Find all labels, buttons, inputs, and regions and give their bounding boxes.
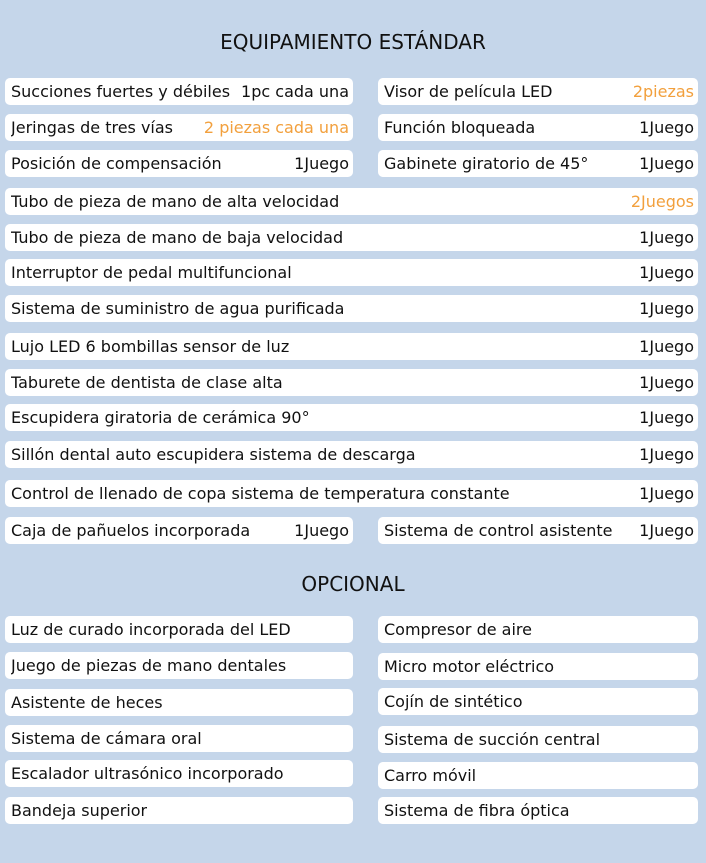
standard-item [5, 188, 698, 215]
standard-item [5, 480, 698, 507]
item-label: Lujo LED 6 bombillas sensor de luz [11, 337, 290, 356]
item-label: Juego de piezas de mano dentales [11, 656, 287, 675]
item-quantity: 2piezas [632, 82, 694, 101]
item-label: Sistema de succión central [384, 730, 601, 749]
optional-item [378, 653, 698, 680]
optional-item [5, 797, 353, 824]
item-label: Sistema de control asistente [384, 521, 613, 540]
standard-item [5, 404, 698, 431]
optional-item [5, 760, 353, 787]
optional-item [378, 726, 698, 753]
optional-item [5, 689, 353, 716]
item-label: Posición de compensación [11, 154, 222, 173]
item-quantity: 1Juego [639, 337, 694, 356]
item-label: Tubo de pieza de mano de baja velocidad [11, 228, 344, 247]
item-label: Tubo de pieza de mano de alta velocidad [11, 192, 340, 211]
standard-item [5, 333, 698, 360]
item-label: Sistema de suministro de agua purificada [11, 299, 345, 318]
optional-item [378, 616, 698, 643]
item-label: Bandeja superior [11, 801, 148, 820]
optional-item [5, 616, 353, 643]
item-label: Sistema de cámara oral [11, 729, 202, 748]
item-label: Taburete de dentista de clase alta [11, 373, 283, 392]
item-label: Compresor de aire [384, 620, 532, 639]
item-label: Escupidera giratoria de cerámica 90° [11, 408, 310, 427]
item-label: Succiones fuertes y débiles [11, 82, 231, 101]
item-quantity: 1pc cada una [241, 82, 349, 101]
item-quantity: 1Juego [294, 521, 349, 540]
item-quantity: 1Juego [639, 228, 694, 247]
item-label: Visor de película LED [384, 82, 553, 101]
standard-title: EQUIPAMIENTO ESTÁNDAR [220, 30, 486, 54]
item-label: Gabinete giratorio de 45° [384, 154, 589, 173]
item-quantity: 1Juego [639, 299, 694, 318]
standard-item [378, 78, 698, 105]
item-label: Caja de pañuelos incorporada [11, 521, 251, 540]
standard-item [378, 150, 698, 177]
standard-item [5, 441, 698, 468]
optional-item [5, 652, 353, 679]
standard-item [5, 224, 698, 251]
item-quantity: 1Juego [294, 154, 349, 173]
item-quantity: 1Juego [639, 118, 694, 137]
item-label: Control de llenado de copa sistema de temperatura constante [11, 484, 510, 503]
optional-item [378, 762, 698, 789]
item-quantity: 1Juego [639, 373, 694, 392]
standard-item [5, 517, 353, 544]
item-quantity: 1Juego [639, 263, 694, 282]
item-label: Asistente de heces [11, 693, 163, 712]
item-quantity: 1Juego [639, 154, 694, 173]
optional-item [378, 797, 698, 824]
item-label: Escalador ultrasónico incorporado [11, 764, 284, 783]
item-label: Carro móvil [384, 766, 477, 785]
item-quantity: 2Juegos [630, 192, 694, 211]
item-label: Cojín de sintético [384, 692, 523, 711]
optional-item [5, 725, 353, 752]
standard-item [5, 114, 353, 141]
standard-item [378, 517, 698, 544]
item-quantity: 1Juego [639, 408, 694, 427]
item-quantity: 1Juego [639, 445, 694, 464]
standard-item [5, 78, 353, 105]
item-label: Sistema de fibra óptica [384, 801, 570, 820]
standard-item [5, 259, 698, 286]
standard-item [5, 369, 698, 396]
standard-item [5, 150, 353, 177]
item-label: Interruptor de pedal multifuncional [11, 263, 292, 282]
item-quantity: 1Juego [639, 484, 694, 503]
item-label: Función bloqueada [384, 118, 536, 137]
optional-item [378, 688, 698, 715]
item-label: Micro motor eléctrico [384, 657, 555, 676]
standard-item [5, 295, 698, 322]
item-label: Sillón dental auto escupidera sistema de descarga [11, 445, 416, 464]
item-label: Jeringas de tres vías [11, 118, 174, 137]
item-quantity: 2 piezas cada una [203, 118, 349, 137]
item-label: Luz de curado incorporada del LED [11, 620, 291, 639]
standard-item [378, 114, 698, 141]
item-quantity: 1Juego [639, 521, 694, 540]
optional-title: OPCIONAL [301, 572, 405, 596]
